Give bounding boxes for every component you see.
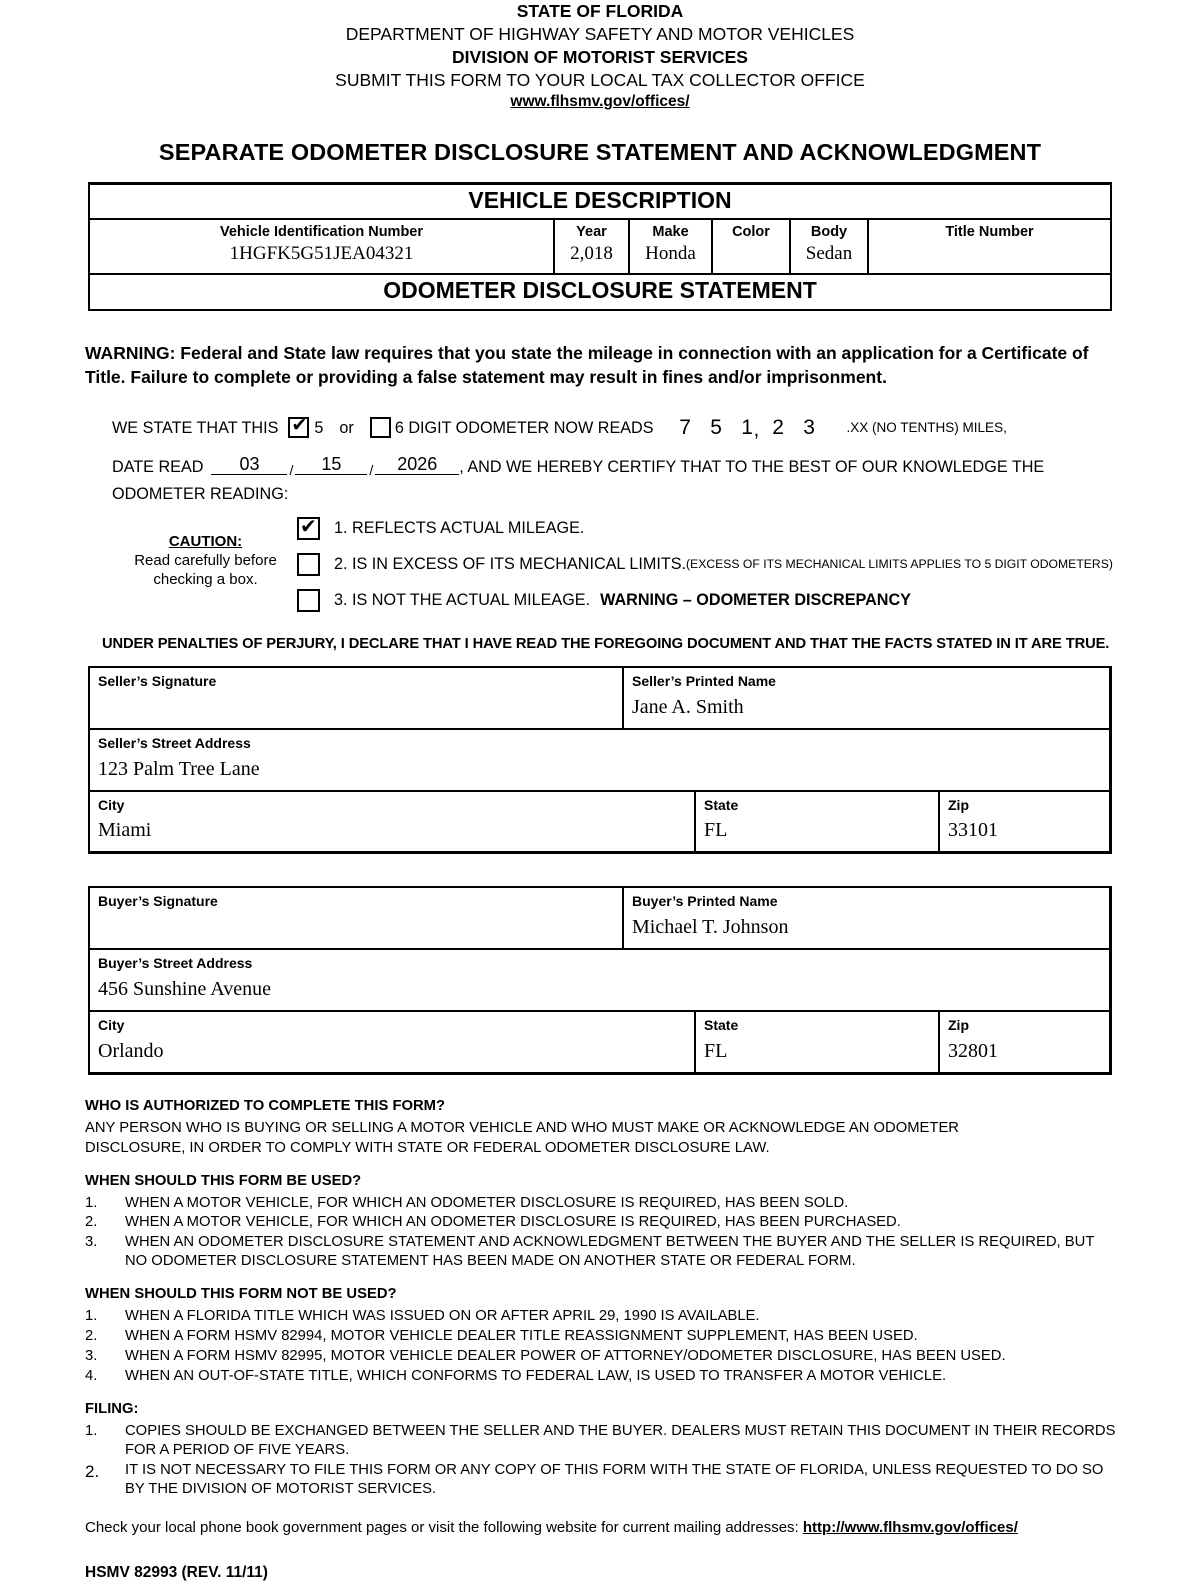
header-website-link[interactable]: www.flhsmv.gov/offices/ [510,93,690,111]
when-used-item-1-number: 1. [85,1194,98,1211]
option-row-2 [297,546,1200,582]
not-used-item-2-text: WHEN A FORM HSMV 82994, MOTOR VEHICLE DEALER TITLE REASSIGNMENT SUPPLEMENT, HAS BEEN USED. [125,1328,918,1345]
option-2-label: 2. IS IN EXCESS OF ITS MECHANICAL LIMITS. [334,554,686,573]
buyer-printed-name-label: Buyer’s Printed Name [632,893,778,910]
five-digit-checkbox[interactable] [288,417,309,438]
option-3-warning: WARNING – ODOMETER DISCREPANCY [600,590,911,609]
seller-printed-name-cell[interactable] [624,668,1109,728]
warning-paragraph: WARNING: Federal and State law requires that you state the mileage in connection with an application for a Certificate of Title. Failure to complete or providing a false statement may result in fines and/or imprisonment. [85,342,1089,387]
not-used-item-2 [85,1327,1118,1346]
filing-item-2 [85,1461,1118,1499]
seller-signature-cell[interactable] [90,668,624,728]
odometer-statement-block [112,415,1200,502]
color-value [713,242,789,272]
five-digit-label: 5 [314,418,324,437]
six-digit-label: 6 DIGIT ODOMETER NOW READS [394,418,654,437]
buyer-signature-label: Buyer’s Signature [98,893,218,910]
title-number-label: Title Number [945,223,1034,240]
odometer-digit-1: 7 [679,416,691,440]
vehicle-description-table [88,182,1112,311]
we-state-label: WE STATE THAT THIS [112,418,279,437]
date-separator-2: / [369,461,374,478]
filing-item-1 [85,1422,1118,1460]
or-label: or [339,418,354,437]
vin-cell[interactable] [90,220,555,273]
buyer-state-label: State [704,1016,739,1033]
buyer-information-table [88,886,1112,1074]
date-day-field[interactable]: 15 [295,455,367,475]
when-used-item-3-number: 3. [85,1234,98,1251]
buyer-city-state-zip-row [90,1012,1109,1072]
footer-note-text: Check your local phone book government pages or visit the following website for current mailing addresses: [85,1518,803,1536]
seller-signature-label: Seller’s Signature [98,673,217,689]
odometer-disclosure-banner: ODOMETER DISCLOSURE STATEMENT [383,276,817,303]
when-used-item-3-text: WHEN AN ODOMETER DISCLOSURE STATEMENT AND ACKNOWLEDGMENT BETWEEN THE BUYER AND THE SELLER IS REQUIRED, BUT NO ODOMETER DISCLOSURE STATEMENT HAS BEEN MADE ON ANOTHER STATE OR FEDERAL FORM. [125,1234,1095,1270]
buyer-zip-label: Zip [948,1016,969,1033]
not-used-item-1-text: WHEN A FLORIDA TITLE WHICH WAS ISSUED ON OR AFTER APRIL 29, 1990 IS AVAILABLE. [125,1308,760,1325]
buyer-city-value: Orlando [98,1039,164,1062]
seller-state-label: State [704,796,739,813]
authorized-body-line-2: DISCLOSURE, IN ORDER TO COMPLY WITH STATE OR FEDERAL ODOMETER DISCLOSURE LAW. [85,1139,770,1156]
vehicle-description-row [90,220,1110,275]
when-used-item-1 [85,1194,1118,1213]
option-1-label: 1. REFLECTS ACTUAL MILEAGE. [334,518,585,537]
not-used-item-1-number: 1. [85,1308,98,1325]
option-2-checkbox[interactable] [297,553,320,576]
make-cell[interactable] [630,220,713,273]
vin-value: 1HGFK5G51JEA04321 [229,242,414,264]
when-used-item-2-number: 2. [85,1214,98,1231]
not-used-item-3-number: 3. [85,1348,98,1365]
vehicle-description-banner: VEHICLE DESCRIPTION [90,185,1110,220]
seller-city-cell[interactable] [90,792,696,852]
odometer-digit-line [112,415,1200,441]
seller-signature-row [90,668,1109,730]
seller-city-state-zip-row [90,792,1109,852]
authorized-body-line-1: ANY PERSON WHO IS BUYING OR SELLING A MOTOR VEHICLE AND WHO MUST MAKE OR ACKNOWLEDGE AN ODOMETER [85,1119,959,1136]
buyer-state-value: FL [704,1039,728,1062]
filing-item-1-number: 1. [85,1422,98,1439]
caution-note [118,532,293,590]
not-used-item-3 [85,1347,1118,1366]
perjury-statement: UNDER PENALTIES OF PERJURY, I DECLARE THAT I HAVE READ THE FOREGOING DOCUMENT AND THAT THE FACTS STATED IN IT ARE TRUE. [102,636,1110,652]
not-used-item-1 [85,1307,1118,1326]
option-1-checkbox[interactable] [297,517,320,540]
not-used-item-3-text: WHEN A FORM HSMV 82995, MOTOR VEHICLE DEALER POWER OF ATTORNEY/ODOMETER DISCLOSURE, HAS BEEN USED. [125,1348,1006,1365]
odometer-reading-digits[interactable]: 7 5 1 , 2 3 [670,417,825,438]
seller-city-value: Miami [98,819,152,842]
not-used-heading: WHEN SHOULD THIS FORM NOT BE USED? [85,1286,397,1303]
seller-street-cell[interactable] [90,730,1109,790]
make-value: Honda [645,242,696,264]
odometer-digit-5: 3 [803,416,815,440]
title-number-cell[interactable] [869,220,1110,273]
seller-zip-value: 33101 [948,819,998,842]
footer-website-link[interactable]: http://www.flhsmv.gov/offices/ [802,1518,1018,1536]
option-list [297,510,1200,618]
when-used-item-3 [85,1233,1118,1271]
seller-state-value: FL [704,819,728,842]
buyer-zip-cell[interactable] [940,1012,1109,1072]
form-id-footer: HSMV 82993 (REV. 11/11) [85,1563,268,1581]
option-2-subnote: (EXCESS OF ITS MECHANICAL LIMITS APPLIES TO 5 DIGIT ODOMETERS) [686,557,1113,571]
when-used-heading: WHEN SHOULD THIS FORM BE USED? [85,1172,362,1189]
state-name: STATE OF FLORIDA [516,1,684,21]
filing-heading: FILING: [85,1400,139,1417]
option-row-3 [297,582,1200,618]
buyer-street-row [90,950,1109,1012]
filing-item-1-text: COPIES SHOULD BE EXCHANGED BETWEEN THE SELLER AND THE BUYER. DEALERS MUST RETAIN THIS DOCUMENT IN THEIR RECORDS FOR A PERIOD OF FIVE YEARS. [125,1422,1116,1458]
seller-signature-value [98,695,614,719]
when-used-item-2 [85,1213,1118,1232]
buyer-city-label: City [98,1016,125,1033]
not-used-item-4-number: 4. [85,1368,98,1385]
date-month-field[interactable]: 03 [211,455,287,475]
color-cell[interactable] [713,220,791,273]
document-header [0,0,1200,113]
no-tenths-label: .XX (NO TENTHS) MILES, [846,420,1007,436]
option-row-1 [297,510,1200,546]
odometer-digit-2: 5 [710,416,722,440]
certify-text: , AND WE HEREBY CERTIFY THAT TO THE BEST OF OUR KNOWLEDGE THE [459,457,1045,476]
year-label: Year [576,223,607,240]
make-label: Make [652,223,689,240]
date-read-line [112,447,1200,478]
caution-line-2: checking a box. [153,571,258,589]
title-number-value [869,242,1110,272]
submit-instruction: SUBMIT THIS FORM TO YOUR LOCAL TAX COLLECTOR OFFICE [335,70,865,91]
division-name: DIVISION OF MOTORIST SERVICES [452,47,748,68]
not-used-item-4-text: WHEN AN OUT-OF-STATE TITLE, WHICH CONFORMS TO FEDERAL LAW, IS USED TO TRANSFER A MOTOR VEHICLE. [125,1368,947,1385]
filing-item-2-number: 2. [85,1461,100,1481]
vin-label: Vehicle Identification Number [219,223,424,240]
seller-zip-label: Zip [948,796,969,813]
seller-printed-name-value: Jane A. Smith [632,695,744,718]
authorized-heading: WHO IS AUTHORIZED TO COMPLETE THIS FORM? [85,1097,446,1114]
page-title: SEPARATE ODOMETER DISCLOSURE STATEMENT AND ACKNOWLEDGMENT [158,138,1042,165]
seller-zip-cell[interactable] [940,792,1109,852]
odometer-digit-4: 2 [772,416,784,440]
date-separator-1: / [289,461,294,478]
buyer-signature-cell[interactable] [90,888,624,948]
seller-street-value: 123 Palm Tree Lane [98,757,260,780]
when-used-item-1-text: WHEN A MOTOR VEHICLE, FOR WHICH AN ODOMETER DISCLOSURE IS REQUIRED, HAS BEEN SOLD. [125,1194,849,1211]
buyer-street-cell[interactable] [90,950,1109,1010]
body-value: Sedan [805,242,853,264]
seller-information-table [88,666,1112,854]
buyer-street-label: Buyer’s Street Address [98,955,253,972]
buyer-state-cell[interactable] [696,1012,940,1072]
footer-note [85,1519,1118,1536]
seller-printed-name-label: Seller’s Printed Name [632,673,776,689]
odometer-reading-label: ODOMETER READING: [112,484,289,503]
option-3-checkbox[interactable] [297,589,320,612]
caution-line-1: Read carefully before [134,552,277,570]
buyer-street-value: 456 Sunshine Avenue [98,977,271,1000]
when-used-item-2-text: WHEN A MOTOR VEHICLE, FOR WHICH AN ODOMETER DISCLOSURE IS REQUIRED, HAS BEEN PURCHASED. [125,1214,901,1231]
option-3-label: 3. IS NOT THE ACTUAL MILEAGE. [334,590,591,609]
buyer-zip-value: 32801 [948,1039,998,1062]
not-used-item-4 [85,1367,1118,1386]
year-value: 2,018 [570,242,613,264]
caution-heading: CAUTION: [168,533,243,550]
department-name: DEPARTMENT OF HIGHWAY SAFETY AND MOTOR VEHICLES [345,24,855,45]
six-digit-checkbox[interactable] [370,417,391,438]
seller-city-label: City [98,796,125,813]
not-used-item-2-number: 2. [85,1328,98,1345]
buyer-signature-row [90,888,1109,950]
date-read-label: DATE READ [112,457,204,476]
buyer-printed-name-cell[interactable] [624,888,1109,948]
date-year-field[interactable]: 2026 [375,455,459,475]
buyer-city-cell[interactable] [90,1012,696,1072]
filing-item-2-text: IT IS NOT NECESSARY TO FILE THIS FORM OR ANY COPY OF THIS FORM WITH THE STATE OF FLORIDA, UNLESS REQUESTED TO DO SO BY THE DIVISION OF MOTORIST SERVICES. [125,1461,1104,1497]
body-label: Body [810,223,848,240]
instructions-section [85,1097,1118,1499]
color-label: Color [732,223,770,240]
seller-street-row [90,730,1109,792]
buyer-signature-value [98,915,614,939]
year-cell[interactable] [555,220,630,273]
buyer-printed-name-value: Michael T. Johnson [632,916,789,939]
seller-state-cell[interactable] [696,792,940,852]
odometer-digit-3: 1 [741,416,753,440]
odometer-condition-options [0,510,1200,618]
seller-street-label: Seller’s Street Address [98,734,251,751]
body-cell[interactable] [791,220,869,273]
